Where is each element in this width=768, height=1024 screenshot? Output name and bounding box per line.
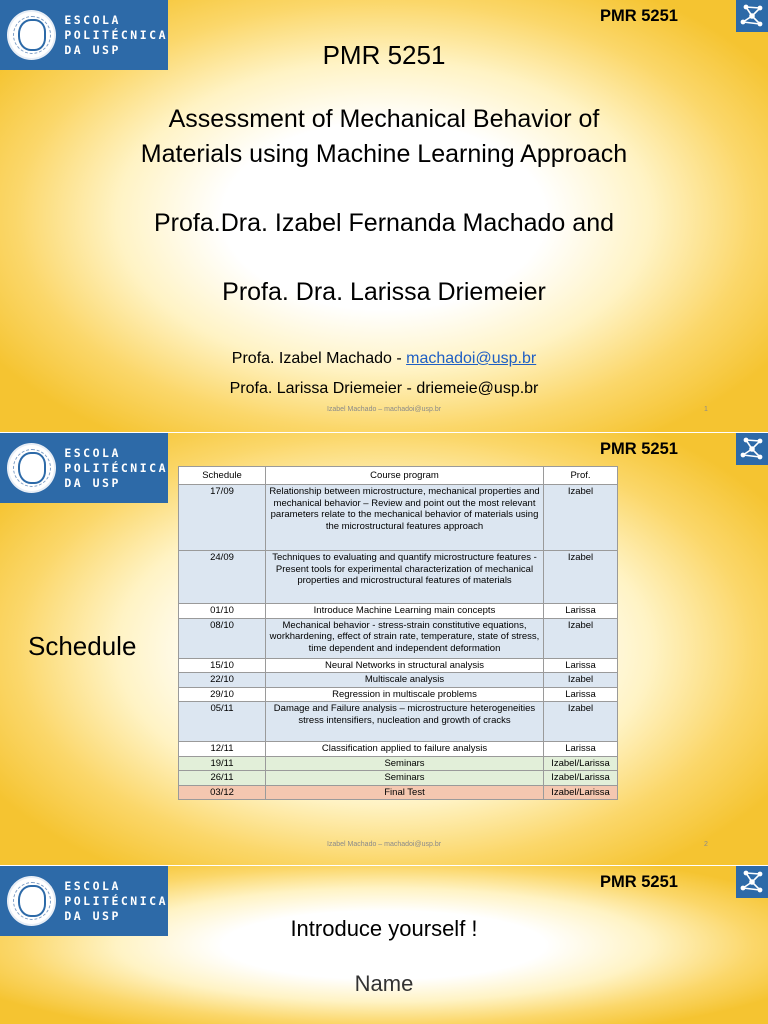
table-row <box>179 756 618 771</box>
row-program: Regression in multiscale problems <box>266 687 544 702</box>
row-date: 08/10 <box>179 618 266 658</box>
page-number: 1 <box>704 406 708 413</box>
table-row <box>179 551 618 604</box>
row-program: Seminars <box>266 771 544 786</box>
logo-line-3: DA USP <box>64 908 121 923</box>
network-graph-icon <box>736 866 768 898</box>
row-prof: Izabel <box>544 673 618 688</box>
slide-title: PMR 5251 <box>322 40 446 70</box>
row-date: 22/10 <box>179 673 266 688</box>
network-graph-icon <box>736 433 768 465</box>
row-prof: Izabel <box>544 551 618 604</box>
row-prof: Izabel <box>544 702 618 742</box>
logo-line-1: ESCOLA <box>64 445 121 460</box>
row-prof: Izabel <box>544 618 618 658</box>
slide-footer: Izabel Machado – machadoi@usp.br <box>326 841 442 848</box>
table-row <box>179 771 618 786</box>
table-row <box>179 658 618 673</box>
column-header-course-program: Course program <box>266 467 544 485</box>
slide-footer: Izabel Machado – machadoi@usp.br <box>326 406 442 413</box>
row-program: Relationship between microstructure, mechanical properties and mechanical behavior – Review and point out the most relevant parameters relate to the mechanical behavior of materials using the microstructural features approach <box>266 485 544 551</box>
slide-1 <box>0 0 768 432</box>
table-header-row <box>179 467 618 485</box>
logo-line-3: DA USP <box>64 475 121 490</box>
course-code: PMR 5251 <box>600 7 678 25</box>
logo-line-2: POLITÉCNICA <box>64 27 168 42</box>
row-prof: Izabel <box>544 485 618 551</box>
row-date: 29/10 <box>179 687 266 702</box>
table-row <box>179 673 618 688</box>
table-row <box>179 618 618 658</box>
row-program: Neural Networks in structural analysis <box>266 658 544 673</box>
professor-2: Profa. Dra. Larissa Driemeier <box>222 278 546 306</box>
schedule-table <box>178 466 618 800</box>
logo-line-1: ESCOLA <box>64 12 121 27</box>
subtitle-line-1: Assessment of Mechanical Behavior of <box>168 105 600 133</box>
row-prof: Larissa <box>544 658 618 673</box>
slide-2 <box>0 433 768 865</box>
escola-politecnica-logo <box>0 433 168 503</box>
network-graph-icon <box>736 0 768 32</box>
column-header-schedule: Schedule <box>179 467 266 485</box>
row-date: 12/11 <box>179 742 266 757</box>
contact-1 <box>0 350 768 368</box>
row-date: 17/09 <box>179 485 266 551</box>
course-code: PMR 5251 <box>600 440 678 458</box>
contact-2: Profa. Larissa Driemeier - driemeie@usp.br <box>229 380 539 397</box>
row-prof: Larissa <box>544 687 618 702</box>
table-row <box>179 785 618 800</box>
row-program: Techniques to evaluating and quantify microstructure features - Present tools for experimental characterization of mechanical properties and microstructural features of materials <box>266 551 544 604</box>
slide-3 <box>0 866 768 1024</box>
subtitle-line-2: Materials using Machine Learning Approach <box>140 140 628 168</box>
row-date: 05/11 <box>179 702 266 742</box>
column-header-prof: Prof. <box>544 467 618 485</box>
table-row <box>179 687 618 702</box>
row-date: 15/10 <box>179 658 266 673</box>
row-program: Seminars <box>266 756 544 771</box>
professor-1: Profa.Dra. Izabel Fernanda Machado and <box>154 209 614 237</box>
contact-1-name: Profa. Izabel Machado - <box>231 350 407 367</box>
page-number: 2 <box>704 841 708 848</box>
row-program: Multiscale analysis <box>266 673 544 688</box>
row-prof: Izabel/Larissa <box>544 785 618 800</box>
row-prof: Izabel/Larissa <box>544 756 618 771</box>
usp-seal-icon <box>7 443 56 493</box>
table-row <box>179 604 618 619</box>
course-code: PMR 5251 <box>600 873 678 891</box>
row-program: Final Test <box>266 785 544 800</box>
schedule-heading: Schedule <box>28 631 137 661</box>
row-program: Introduce Machine Learning main concepts <box>266 604 544 619</box>
row-prof: Larissa <box>544 742 618 757</box>
table-row <box>179 742 618 757</box>
row-date: 26/11 <box>179 771 266 786</box>
email-link-machadoi[interactable]: machadoi@usp.br <box>406 350 537 367</box>
table-row <box>179 702 618 742</box>
logo-line-2: POLITÉCNICA <box>64 893 168 908</box>
table-row <box>179 485 618 551</box>
row-prof: Larissa <box>544 604 618 619</box>
row-date: 01/10 <box>179 604 266 619</box>
slide-title: Introduce yourself ! <box>290 916 478 941</box>
row-program: Damage and Failure analysis – microstructure heterogeneities stress intensifiers, nucleation and growth of cracks <box>266 702 544 742</box>
row-program: Mechanical behavior - stress-strain constitutive equations, workhardening, effect of strain rate, temperature, state of stress, time dependent and independent deformation <box>266 618 544 658</box>
row-program: Classification applied to failure analysis <box>266 742 544 757</box>
logo-line-3: DA USP <box>64 42 121 57</box>
logo-line-2: POLITÉCNICA <box>64 460 168 475</box>
prompt-item-name: Name <box>354 971 414 996</box>
logo-line-1: ESCOLA <box>64 878 121 893</box>
row-date: 03/12 <box>179 785 266 800</box>
row-date: 19/11 <box>179 756 266 771</box>
row-date: 24/09 <box>179 551 266 604</box>
row-prof: Izabel/Larissa <box>544 771 618 786</box>
